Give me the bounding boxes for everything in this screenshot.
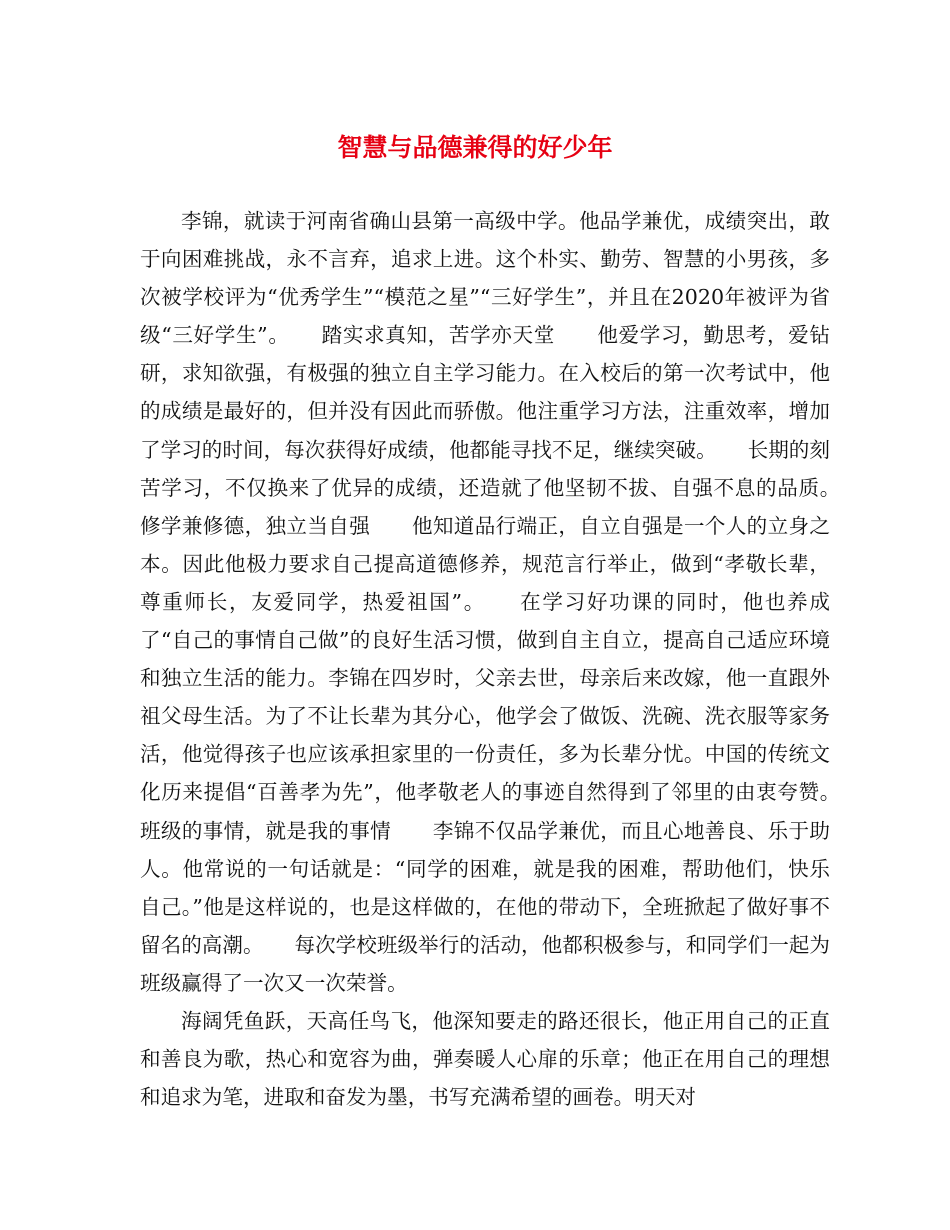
paragraph-1: 李锦，就读于河南省确山县第一高级中学。他品学兼优，成绩突出，敢于向困难挑战，永不言弃，追求上进。这个朴实、勤劳、智慧的小男孩，多次被学校评为“优秀学生”“模范之星”“三好学生”，并且在2020年被评为省级“三好学生”。 踏实求真知，苦学亦天堂 他爱学习，勤思考，爱钻研，求知欲强，有极强的独立自主学习能力。在入校后的第一次考试中，他的成绩是最好的，但并没有因此而骄傲。他注重学习方法，注重效率，增加了学习的时间，每次获得好成绩，他都能寻找不足，继续突破。 长期的刻苦学习，不仅换来了优异的成绩，还造就了他坚韧不拔、自强不息的品质。 修学兼修德，独立当自强 他知道品行端正，自立自强是一个人的立身之本。因此他极力要求自己提高道德修养，规范言行举止，做到“孝敬长辈，尊重师长，友爱同学，热爱祖国”。 在学习好功课的同时，他也养成了“自己的事情自己做”的良好生活习惯，做到自主自立，提高自己适应环境和独立生活的能力。李锦在四岁时，父亲去世，母亲后来改嫁，他一直跟外祖父母生活。为了不让长辈为其分心，他学会了做饭、洗碗、洗衣服等家务活，他觉得孩子也应该承担家里的一份责任，多为长辈分忧。中国的传统文化历来提倡“百善孝为先”，他孝敬老人的事迹自然得到了邻里的由衷夸赞。 班级的事情，就是我的事情 李锦不仅品学兼优，而且心地善良、乐于助人。他常说的一句话就是：“同学的困难，就是我的困难，帮助他们，快乐自己。”他是这样说的，也是这样做的，在他的带动下，全班掀起了做好事不留名的高潮。 每次学校班级举行的活动，他都积极参与，和同学们一起为班级赢得了一次又一次荣誉。 [140,209,872,995]
paragraph-2: 海阔凭鱼跃，天高任鸟飞，他深知要走的路还很长，他正用自己的正直和善良为歌，热心和宽容为曲，弹奏暖人心扉的乐章；他正在用自己的理想和追求为笔，进取和奋发为墨，书写充满希望的画卷。明天对 [140,1008,830,1110]
document-body [140,202,872,1116]
document-title: 智慧与品德兼得的好少年 [337,133,613,162]
